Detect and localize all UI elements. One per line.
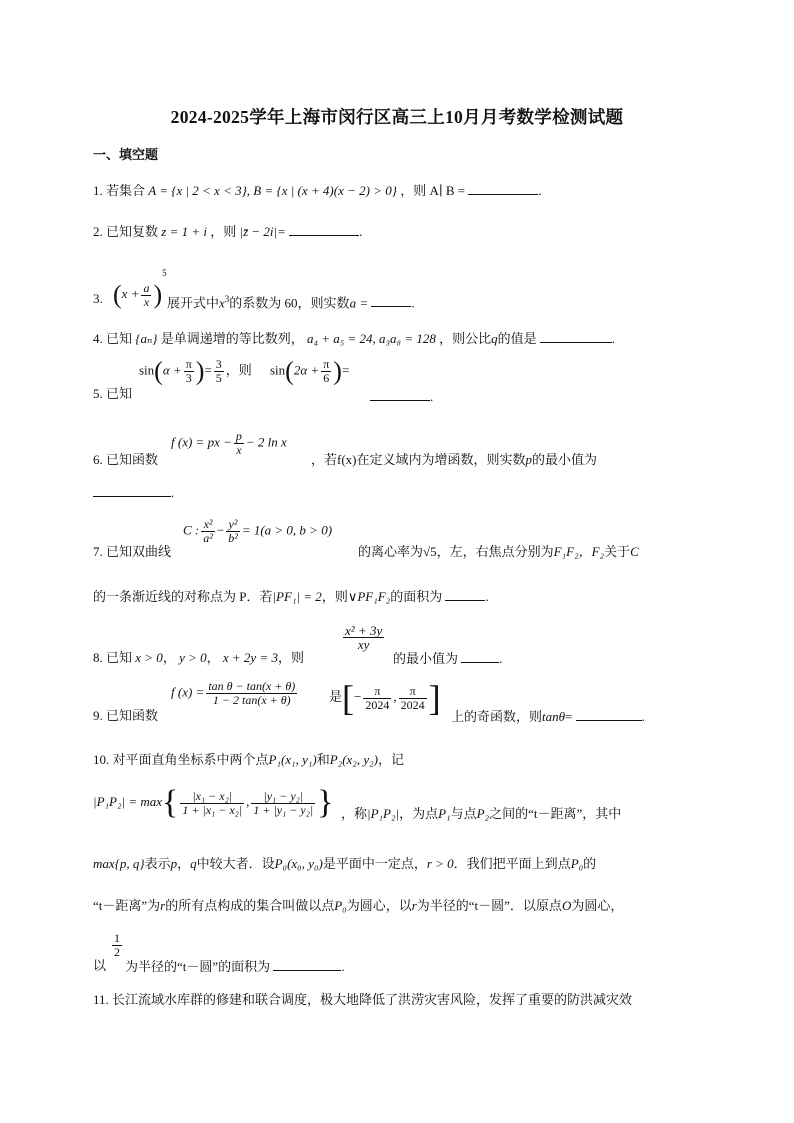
q1-ask: ，则 A∣ B = — [400, 183, 466, 198]
answer-blank[interactable] — [93, 484, 171, 497]
q1-number: 1. 若集合 — [93, 183, 146, 198]
answer-blank[interactable] — [576, 708, 642, 721]
q1-sets: A = {x | 2 < x < 3}, B = {x | (x + 4)(x − 2) > 0} — [148, 183, 397, 198]
answer-blank[interactable] — [445, 588, 485, 601]
answer-blank[interactable] — [468, 182, 538, 195]
q2-expr: z = 1 + i — [161, 224, 207, 239]
answer-blank[interactable] — [289, 223, 359, 236]
answer-blank[interactable] — [370, 388, 430, 401]
question-10-line-1: 10. 对平面直角坐标系中两个点P₁(x₁, y₁)和P₂(x₂, y₂)，记 — [93, 752, 404, 767]
question-2: 2. 已知复数 z = 1 + i ，则 |z̄ − 2i|= . — [93, 224, 363, 239]
question-11: 11. 长江流域水库群的修建和联合调度，极大地降低了洪涝灾害风险，发挥了重要的防洪减灾效 — [93, 992, 633, 1007]
answer-blank[interactable] — [371, 294, 411, 307]
q2-abs: |z̄ − 2i|= — [239, 224, 286, 239]
question-4: 4. 已知 {aₙ} 是单调递增的等比数列， a₄ + a₅ = 24, a₃a₈ = 128 ，则公比q的值是 . — [93, 331, 616, 346]
answer-blank[interactable] — [540, 330, 612, 343]
answer-blank[interactable] — [461, 650, 499, 663]
question-1: 1. 若集合 A = {x | 2 < x < 3}, B = {x | (x + 4)(x − 2) > 0} ，则 A∣ B = . — [93, 183, 542, 198]
answer-blank[interactable] — [273, 958, 341, 971]
q4-condition: a₄ + a₅ = 24, a₃a₈ = 128 — [306, 331, 436, 346]
section-heading: 一、填空题 — [93, 147, 159, 162]
question-10-line-3: max{p, q}表示p，q中较大者．设P₀(x₀, y₀)是平面中一定点，r > 0．我们把平面上到点P₀的 — [93, 856, 597, 871]
page-title: 2024-2025学年上海市闵行区高三上10月月考数学检测试题 — [170, 107, 624, 127]
question-10-line-4: “t－距离”为r的所有点构成的集合叫做以点P₀为圆心，以r为半径的“t－圆”．以原点O为圆心， — [93, 898, 624, 913]
q3-number: 3. — [93, 291, 103, 306]
q2-number: 2. 已知复数 — [93, 224, 159, 239]
